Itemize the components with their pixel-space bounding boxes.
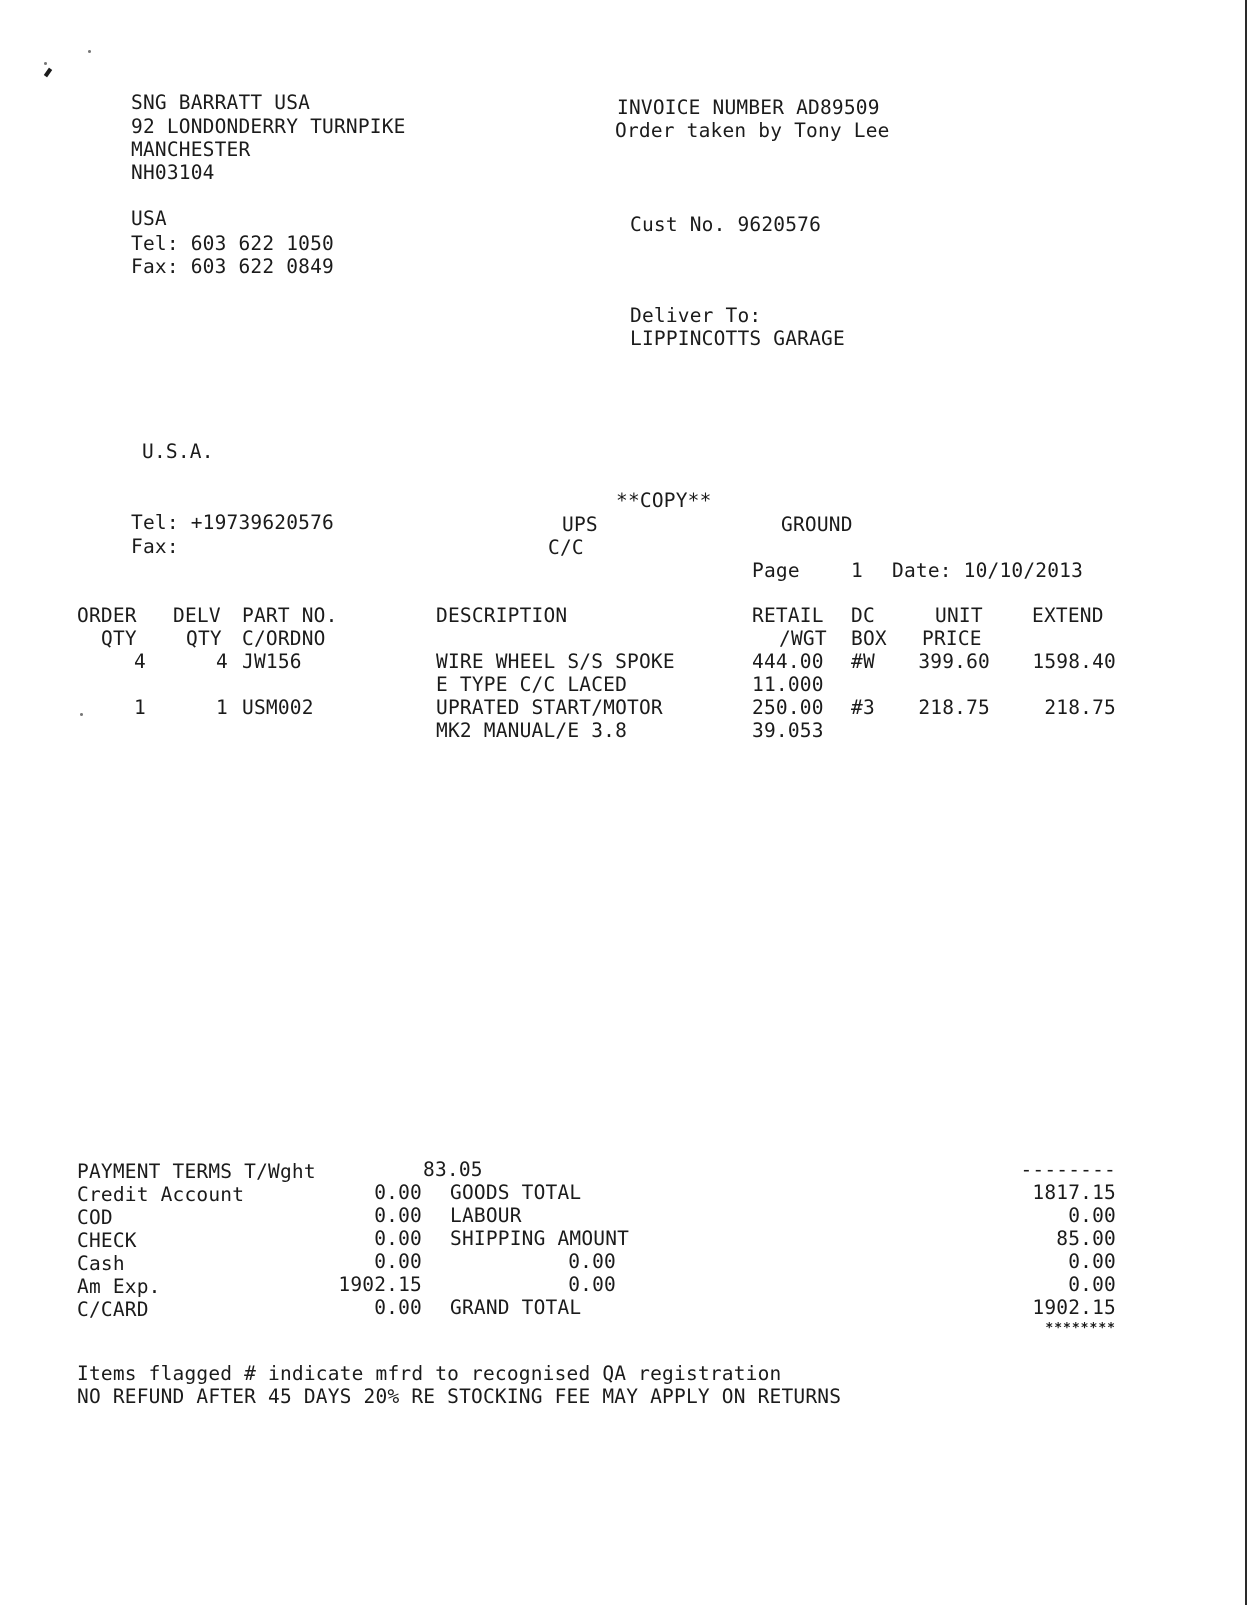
customer-tel: Tel: +19739620576: [131, 511, 334, 534]
totals-label: LABOUR: [450, 1204, 522, 1227]
sender-tel: Tel: 603 622 1050: [131, 232, 334, 255]
item-order-qty: 4: [134, 650, 146, 673]
shipping-service: GROUND: [781, 513, 853, 536]
totals-value: 1902.15: [1032, 1296, 1116, 1319]
item-retail: 250.00: [752, 696, 824, 719]
order-taken-by: Order taken by Tony Lee: [615, 119, 890, 142]
totals-label: GRAND TOTAL: [450, 1296, 582, 1319]
col-unit-price-line1: UNIT: [935, 604, 983, 627]
total-weight: 83.05: [423, 1158, 483, 1181]
item-part-no: JW156: [242, 650, 302, 673]
customer-country: U.S.A.: [142, 440, 214, 463]
invoice-number: INVOICE NUMBER AD89509: [617, 96, 880, 119]
col-dc-box-line2: BOX: [851, 627, 887, 650]
col-dc-box-line1: DC: [851, 604, 875, 627]
sender-address: 92 LONDONDERRY TURNPIKE: [131, 115, 406, 138]
item-extend: 1598.40: [1032, 650, 1116, 673]
item-dc-box: #W: [851, 650, 875, 673]
payment-label: CHECK: [77, 1229, 137, 1252]
col-delv-qty-line1: DELV: [173, 604, 221, 627]
scan-speck: [80, 713, 83, 716]
sender-postcode: NH03104: [131, 161, 215, 184]
item-part-no: USM002: [242, 696, 314, 719]
scan-speck: [44, 62, 47, 65]
deliver-to-label: Deliver To:: [630, 304, 762, 327]
totals-value: 0.00: [1068, 1204, 1116, 1227]
col-order-qty-line2: QTY: [101, 627, 137, 650]
customer-number: Cust No. 9620576: [630, 213, 822, 236]
payment-amount: 0.00: [374, 1181, 422, 1204]
item-description-cont: E TYPE C/C LACED: [436, 673, 628, 696]
col-retail-line1: RETAIL: [752, 604, 824, 627]
footer-qa-note: Items flagged # indicate mfrd to recognised QA registration: [77, 1362, 782, 1385]
col-delv-qty-line2: QTY: [186, 627, 222, 650]
sender-name: SNG BARRATT USA: [131, 91, 311, 114]
totals-label: 0.00: [568, 1273, 616, 1296]
totals-value: 0.00: [1068, 1273, 1116, 1296]
payment-label: Credit Account: [77, 1183, 245, 1206]
item-description: UPRATED START/MOTOR: [436, 696, 663, 719]
col-description: DESCRIPTION: [436, 604, 568, 627]
item-unit-price: 218.75: [918, 696, 990, 719]
totals-label: 0.00: [568, 1250, 616, 1273]
payment-amount: 0.00: [374, 1204, 422, 1227]
footer-refund-note: NO REFUND AFTER 45 DAYS 20% RE STOCKING FEE MAY APPLY ON RETURNS: [77, 1385, 842, 1408]
totals-value: 1817.15: [1032, 1181, 1116, 1204]
payment-amount: 0.00: [374, 1296, 422, 1319]
item-order-qty: 1: [134, 696, 146, 719]
shipping-terms: C/C: [548, 536, 584, 559]
sender-country: USA: [131, 207, 167, 230]
page-number: 1: [851, 559, 863, 582]
item-dc-box: #3: [851, 696, 875, 719]
col-retail-line2: /WGT: [779, 627, 827, 650]
copy-mark: **COPY**: [616, 489, 712, 512]
payment-amount: 1902.15: [338, 1273, 422, 1296]
totals-label: GOODS TOTAL: [450, 1181, 582, 1204]
item-unit-price: 399.60: [918, 650, 990, 673]
shipping-carrier: UPS: [562, 513, 598, 536]
invoice-date: Date: 10/10/2013: [892, 559, 1084, 582]
payment-label: C/CARD: [77, 1298, 149, 1321]
customer-fax: Fax:: [131, 535, 179, 558]
pen-mark: [44, 68, 52, 78]
item-weight: 11.000: [752, 673, 824, 696]
totals-separator-top: --------: [1020, 1158, 1116, 1181]
totals-value: 0.00: [1068, 1250, 1116, 1273]
col-part-no-line1: PART NO.: [242, 604, 338, 627]
col-unit-price-line2: PRICE: [922, 627, 982, 650]
payment-terms-label: PAYMENT TERMS T/Wght: [77, 1160, 316, 1183]
totals-label: SHIPPING AMOUNT: [450, 1227, 630, 1250]
totals-value: 85.00: [1056, 1227, 1116, 1250]
sender-fax: Fax: 603 622 0849: [131, 255, 334, 278]
payment-amount: 0.00: [374, 1227, 422, 1250]
col-order-qty-line1: ORDER: [77, 604, 137, 627]
item-delv-qty: 4: [216, 650, 228, 673]
item-delv-qty: 1: [216, 696, 228, 719]
col-extend: EXTEND: [1032, 604, 1104, 627]
payment-label: Am Exp.: [77, 1275, 161, 1298]
col-part-no-line2: C/ORDNO: [242, 627, 326, 650]
item-retail: 444.00: [752, 650, 824, 673]
item-weight: 39.053: [752, 719, 824, 742]
payment-amount: 0.00: [374, 1250, 422, 1273]
item-extend: 218.75: [1044, 696, 1116, 719]
payment-label: Cash: [77, 1252, 125, 1275]
page-label: Page: [752, 559, 800, 582]
item-description-cont: MK2 MANUAL/E 3.8: [436, 719, 628, 742]
totals-separator-bottom: ********: [1045, 1321, 1116, 1336]
item-description: WIRE WHEEL S/S SPOKE: [436, 650, 675, 673]
sender-city: MANCHESTER: [131, 138, 251, 161]
scan-speck: [88, 50, 91, 53]
payment-label: COD: [77, 1206, 113, 1229]
deliver-to-name: LIPPINCOTTS GARAGE: [630, 327, 845, 350]
